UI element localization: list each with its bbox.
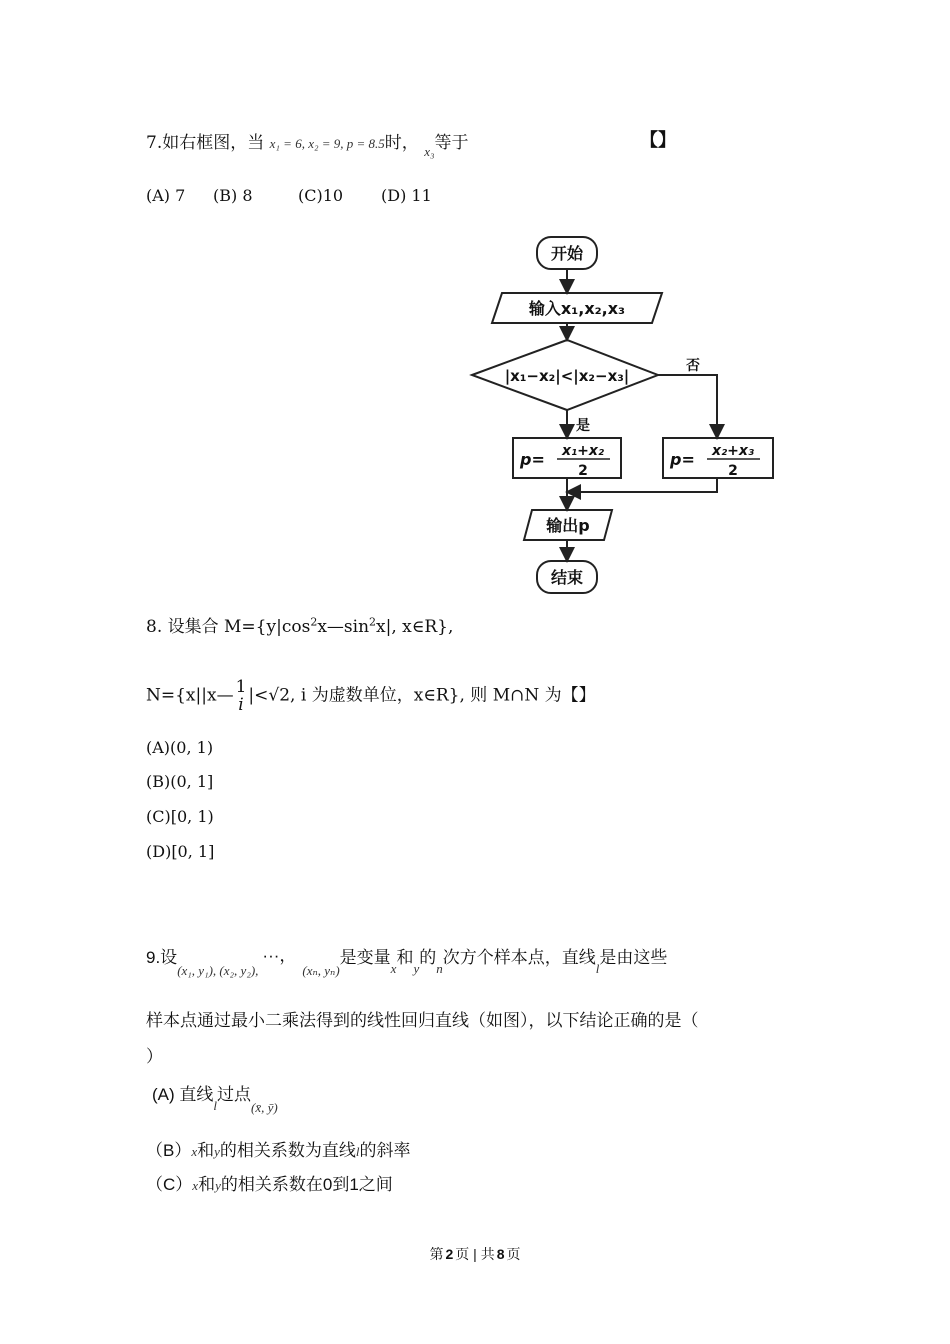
q9-option-text: 的相关系数为直线 bbox=[219, 1141, 356, 1160]
q7-option-d: (D) 11 bbox=[381, 186, 432, 205]
flow-input-label: 输入x₁,x₂,x₃ bbox=[528, 299, 626, 318]
q9-option-text: 过点 bbox=[217, 1085, 252, 1104]
q8-text: 8. 设集合 M={y| bbox=[146, 617, 282, 637]
q9-var-y: y bbox=[215, 1178, 221, 1193]
q8-sup: 2 bbox=[310, 615, 318, 629]
q8-option-a: (A)(0, 1) bbox=[146, 738, 214, 757]
q8-fraction bbox=[236, 678, 247, 714]
flowchart-diagram bbox=[440, 210, 800, 600]
q8-frac-den: i bbox=[238, 695, 244, 715]
q9-var-x: x bbox=[192, 1178, 199, 1193]
q9-var-l: l bbox=[213, 1098, 218, 1113]
q7-text: 如右框图，当 bbox=[162, 133, 265, 153]
q9-option-a bbox=[152, 1080, 278, 1115]
flow-yes-denominator: 2 bbox=[578, 463, 588, 479]
q9-points: (x₁, y₁), (x₂, y₂), bbox=[177, 963, 259, 978]
q9-option-text: 到 bbox=[332, 1175, 350, 1194]
flow-output-label: 输出p bbox=[546, 516, 590, 535]
q7-text: 时， bbox=[384, 133, 419, 153]
q7-option-a: (A) 7 bbox=[146, 186, 186, 205]
page-footer bbox=[0, 1244, 950, 1264]
q9-var-n: n bbox=[436, 961, 443, 976]
q7-condition: x₁ = 6, x₂ = 9, p = 8.5 bbox=[269, 136, 385, 151]
q8-cos: cos bbox=[281, 617, 311, 637]
q8-text: N={x||x— bbox=[146, 685, 234, 706]
q7-number: 7. bbox=[146, 133, 163, 153]
flow-start-label: 开始 bbox=[550, 244, 584, 263]
footer-text: 页 bbox=[506, 1246, 521, 1262]
q8-sqrt: √2 bbox=[268, 685, 291, 706]
flow-no-denominator: 2 bbox=[728, 463, 738, 479]
q7-option-b: (B) 8 bbox=[213, 186, 253, 205]
flow-end-label: 结束 bbox=[550, 568, 584, 587]
q9-var-l: l bbox=[355, 1144, 360, 1159]
q9-option-text: 和 bbox=[198, 1175, 216, 1194]
q7-answer-bracket: 【】 bbox=[640, 130, 676, 151]
q9-option-b bbox=[146, 1136, 411, 1161]
flow-no-label: 否 bbox=[686, 358, 700, 374]
q9-option-text: 和 bbox=[197, 1141, 215, 1160]
q9-var-l: l bbox=[595, 961, 600, 976]
q7-var: x₃ bbox=[424, 144, 435, 159]
q9-option-text: （B） bbox=[146, 1141, 192, 1160]
q9-option-text: 的斜率 bbox=[359, 1141, 411, 1160]
q9-number-0: 0 bbox=[322, 1175, 333, 1194]
q7-stem bbox=[146, 128, 469, 159]
q8-option-c: (C)[0, 1) bbox=[146, 807, 214, 826]
q8-text: |< bbox=[248, 685, 269, 706]
q9-var-y: y bbox=[214, 1144, 220, 1159]
q8-frac-num: 1 bbox=[235, 677, 247, 697]
q9-option-text: (A) 直线 bbox=[152, 1085, 214, 1104]
q9-text: 的 bbox=[419, 948, 437, 967]
q9-text: 是变量 bbox=[339, 948, 391, 967]
q8-text: x|, x∈R}, bbox=[376, 617, 454, 637]
q9-line3: ） bbox=[146, 1047, 163, 1066]
q9-option-text: 之间 bbox=[358, 1175, 393, 1194]
flow-yes-lhs: p= bbox=[520, 450, 545, 469]
footer-page-number: 2 bbox=[445, 1246, 454, 1262]
q9-var-y: y bbox=[413, 961, 420, 976]
q9-point-n: (xₙ, yₙ) bbox=[302, 963, 340, 978]
q9-line1 bbox=[146, 943, 668, 978]
q9-var-x: x bbox=[191, 1144, 198, 1159]
q9-ellipsis: ···， bbox=[262, 946, 297, 965]
q7-text: 等于 bbox=[434, 133, 469, 153]
q9-option-text: （C） bbox=[146, 1175, 193, 1194]
q7-option-c: (C)10 bbox=[298, 186, 344, 205]
q9-text: 和 bbox=[396, 948, 414, 967]
footer-text: 第 bbox=[429, 1246, 444, 1262]
flow-yes-numerator: x₁+x₂ bbox=[561, 443, 605, 459]
footer-total-pages: 8 bbox=[496, 1246, 505, 1262]
q8-sup: 2 bbox=[369, 615, 377, 629]
q9-option-c bbox=[146, 1170, 393, 1195]
q9-line2: 样本点通过最小二乘法得到的线性回归直线（如图），以下结论正确的是（ bbox=[146, 1011, 699, 1030]
footer-text: 页 | 共 bbox=[455, 1246, 495, 1262]
q9-text: 次方个样本点，直线 bbox=[442, 948, 596, 967]
q8-sin: sin bbox=[343, 617, 370, 637]
q9-text: 是由这些 bbox=[599, 948, 668, 967]
q8-option-b: (B)(0, 1] bbox=[146, 772, 214, 791]
q9-option-text: 的相关系数在 bbox=[220, 1175, 323, 1194]
flow-condition-label: |x₁−x₂|<|x₂−x₃| bbox=[504, 367, 630, 385]
q8-line2 bbox=[146, 678, 596, 714]
q9-number: 9.设 bbox=[146, 948, 178, 967]
q9-var-x: x bbox=[390, 961, 397, 976]
flow-no-lhs: p= bbox=[670, 450, 695, 469]
q8-text: , i 为虚数单位，x∈R}, 则 M∩N 为【】 bbox=[290, 685, 596, 706]
flow-yes-label: 是 bbox=[576, 418, 590, 434]
q8-option-d: (D)[0, 1] bbox=[146, 842, 215, 861]
q8-line1 bbox=[146, 612, 453, 637]
q8-text: x— bbox=[317, 617, 344, 637]
q9-number-1: 1 bbox=[349, 1175, 359, 1194]
q9-mean-point: (x̄, ȳ) bbox=[251, 1100, 278, 1115]
flow-no-numerator: x₂+x₃ bbox=[711, 443, 755, 459]
